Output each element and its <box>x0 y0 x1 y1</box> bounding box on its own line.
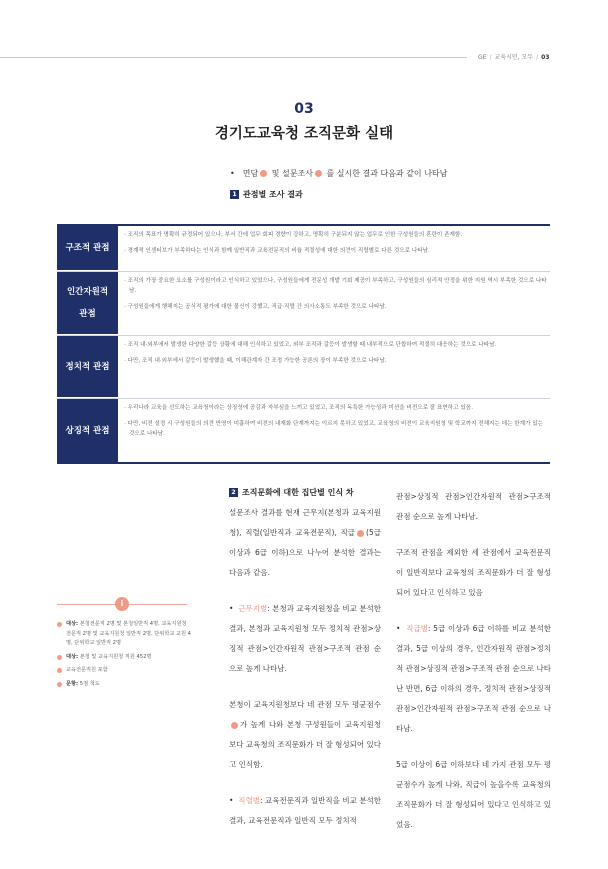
sidenote-label: 문항: <box>66 680 79 687</box>
paragraph-text: (5급 이상과 6급 이하)으로 나누어 분석한 결과는 다음과 같음. <box>229 528 381 577</box>
sidenote-text: 본청 및 교육지원청 직원 452명 <box>79 653 152 660</box>
table-row <box>57 336 550 399</box>
subsection2-number: 2 <box>229 488 238 497</box>
row-cells <box>118 336 550 398</box>
paragraph-text: : 본청과 교육지원청을 비교 분석한 결과, 본청과 교육지원청 모두 정치적 관점>상징적 관점>인간자원적 관점>구조적 관점 순으로 높게 나타남. <box>229 604 381 673</box>
footnote-marker-icon <box>357 530 364 537</box>
sidenote-list <box>57 620 192 689</box>
info-icon: i <box>115 597 129 611</box>
cell-item: · 다만, 조직 내·외부에서 갈등이 발생했을 때, 이해관계자 간 조정 가능한 공론의 장이 부족한 것으로 나타남. <box>124 358 387 364</box>
row-cells <box>118 226 550 271</box>
table-row <box>57 226 550 272</box>
section-number: 03 <box>294 101 314 117</box>
sidenote-item <box>57 653 192 663</box>
paragraph-label: 근무지별 <box>238 604 268 613</box>
row-cells <box>118 399 550 462</box>
running-head: GE / 교육시민, 모두 / 03 <box>478 54 550 61</box>
text-column-right <box>396 487 551 835</box>
paragraph-label: 직급별 <box>406 624 428 633</box>
row-category: 정치적 관점 <box>57 336 118 398</box>
running-head-brand: GE <box>478 54 487 61</box>
cell-item: · 우리나라 교육을 선도하는 교육청이라는 상징성에 공감과 자부심을 느끼고 있었고, 조직의 독특한 가능성과 미션을 비전으로 잘 표현하고 있음. <box>124 405 473 411</box>
intro-part3: 를 실시한 결과 다음과 같이 나타남 <box>326 169 448 178</box>
cell-item: · 경계적 인센티브가 부족하다는 인식과 함께 일반직과 교육전문직의 비율 적절성에 대한 의견이 직렬별로 다른 것으로 나타남. <box>124 248 430 254</box>
paragraph <box>229 503 381 583</box>
cell-item: · 조직의 목표가 명확히 규정되어 있으나, 부서 간에 업무 회피 경향이 강하고, 명확히 구분되지 않는 업무로 인한 구성원들의 혼란이 존재함. <box>124 232 463 238</box>
sidenote-text: 본청전문직 2명 및 본청일반직 4명, 교육지원청 전문직 2명 및 교육지원청 일반직 2명, 단위학교 교원 4명, 단위학교 일반직 2명 <box>66 621 191 646</box>
paragraph-label: 직렬별 <box>238 796 261 805</box>
sidenote-label: 대상: <box>66 653 79 660</box>
row-category: 구조적 관점 <box>57 226 118 271</box>
bullet: • <box>230 169 235 178</box>
row-category: 상징적 관점 <box>57 399 118 462</box>
paragraph: • 근무지별: 본청과 교육지원청을 비교 분석한 결과, 본청과 교육지원청 모두 정치적 관점>상징적 관점>인간자원적 관점>구조적 관점 순으로 높게 나타남. <box>229 604 381 673</box>
footnote-marker-icon <box>231 722 238 729</box>
paragraph <box>229 695 381 775</box>
table-row <box>57 272 550 336</box>
paragraph: 구조적 관점을 제외한 세 관점에서 교육전문직이 일반직보다 교육청의 조직문화가 더 잘 형성되어 있다고 인식하고 있음 <box>396 548 551 597</box>
table-row <box>57 399 550 462</box>
footnote-marker-icon <box>57 655 62 660</box>
footnote-marker-icon <box>57 668 62 673</box>
subsection1-title: 관점별 조사 결과 <box>243 190 303 199</box>
perspective-table <box>57 224 550 464</box>
subsection2-title: 조직문화에 대한 집단별 인식 차 <box>242 488 354 497</box>
intro-part1: 면담 <box>242 169 259 178</box>
footnote-marker-icon <box>57 682 62 687</box>
paragraph-text: 본청이 교육지원청보다 네 관점 모두 평균점수 <box>229 700 381 709</box>
header-rule <box>0 57 467 58</box>
paragraph-text: : 5급 이상과 6급 이하를 비교 분석한 결과, 5급 이상의 경우, 인간자원적 관점>정치적 관점>상징적 관점>구조적 관점 순으로 나타난 반면, 6급 이하의 경우, 정치적 관점>상징적 관점>인간자원적 관점>구조적 관점 순으로 나타남. <box>396 624 552 733</box>
cell-item: · 구성원들에게 행해지는 공식적 평가에 대한 불신이 강했고, 직급·직렬 간 의사소통도 부족한 것으로 나타남. <box>124 304 387 310</box>
sidenote-text: 5점 척도 <box>79 680 100 687</box>
subsection1-number: 1 <box>230 190 239 199</box>
sidenote-item <box>57 680 192 690</box>
footnote-marker-icon <box>57 622 62 627</box>
row-category <box>57 272 118 335</box>
text-column-left <box>229 487 381 831</box>
footnote-marker-icon <box>260 170 267 177</box>
row-cells <box>118 272 550 335</box>
subsection2-heading <box>229 487 381 498</box>
paragraph-text: : 교육전문직과 일반직을 비교 분석한 결과, 교육전문직과 일반직 모두 정치적 <box>229 796 381 825</box>
footnote-marker-icon <box>315 170 322 177</box>
row-category-label: 인간자원적 관점 <box>66 287 109 319</box>
paragraph: 관점>상징적 관점>인간자원적 관점>구조적 관점 순으로 높게 나타남. <box>396 492 551 521</box>
sidenote-label: 대상: <box>66 621 79 627</box>
paragraph: • 직렬별: 교육전문직과 일반직을 비교 분석한 결과, 교육전문직과 일반직 모두 정치적 <box>229 796 381 825</box>
intro-line <box>230 168 447 179</box>
running-head-section: 교육시민, 모두 <box>494 54 534 61</box>
cell-item: · 다만, 비전 설정 시 구성원들의 의견 반영이 미흡하여 비전의 내재화 단계까지는 이르지 못하고 있었고, 교육청의 비전이 교육지원청 및 학교까지 전해지는 데는 한계가 있는 것으로 나타남. <box>124 421 544 437</box>
cell-item: · 조직의 가장 중요한 요소를 구성원이라고 인식하고 있었으나, 구성원들에게 전문성 개발 기회 제공이 부족하고, 구성원들의 심리적 안정을 위한 지원 역시 부족한 것으로 나타남. <box>124 278 547 294</box>
paragraph: • 직급별: 5급 이상과 6급 이하를 비교 분석한 결과, 5급 이상의 경우, 인간자원적 관점>정치적 관점>상징적 관점>구조적 관점 순으로 나타난 반면, 6급 이하의 경우, 정치적 관점>상징적 관점>인간자원적 관점>구조적 관점 순으로 나타남. <box>396 624 552 733</box>
sidenote-item <box>57 666 192 676</box>
intro-part2: 및 설문조사 <box>271 169 313 178</box>
section-title: 경기도교육청 조직문화 실태 <box>214 126 394 142</box>
paragraph-text: 가 높게 나와 본청 구성원들이 교육지원청보다 교육청의 조직문화가 더 잘 형성되어 있다고 인식함. <box>229 720 381 769</box>
subsection1-heading <box>230 189 303 200</box>
paragraph-text: 설문조사 결과를 현재 근무지(본청과 교육지원청), 직렬(일반직과 교육전문직), 직급 <box>229 508 381 537</box>
paragraph: 5급 이상이 6급 이하보다 네 가지 관점 모두 평균점수가 높게 나와, 직급이 높을수록 교육청의 조직문화가 더 잘 형성되어 있다고 인식하고 있었음. <box>396 760 551 829</box>
sidenote-item <box>57 620 192 649</box>
page-number: 03 <box>541 54 550 61</box>
cell-item: · 조직 내·외부에서 발생한 다양한 갈등 상황에 대해 인식하고 있었고, 외부 조직과 갈등이 발생할 때 내부적으로 단합하여 적절히 대응하는 것으로 나타남. <box>124 342 497 348</box>
sidenote-text: 교육전문직원 포함 <box>66 667 108 673</box>
